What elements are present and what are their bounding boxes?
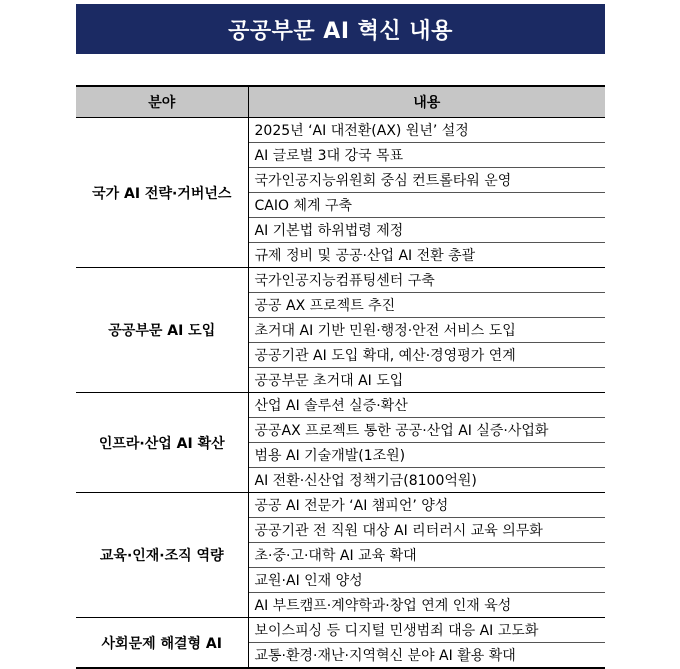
table-body <box>76 118 605 669</box>
field-cell: 사회문제 해결형 AI <box>76 618 248 669</box>
content-cell: 국가인공지능위원회 중심 컨트롤타워 운영 <box>248 168 605 193</box>
content-cell: 공공AX 프로젝트 통한 공공·산업 AI 실증·사업화 <box>248 418 605 443</box>
content-table <box>76 85 605 669</box>
column-header-field: 분야 <box>76 86 248 118</box>
table-row <box>76 618 605 643</box>
content-cell: 교통·환경·재난·지역혁신 분야 AI 활용 확대 <box>248 643 605 669</box>
table-row <box>76 118 605 143</box>
content-cell: 보이스피싱 등 디지털 민생범죄 대응 AI 고도화 <box>248 618 605 643</box>
content-cell: 교원·AI 인재 양성 <box>248 568 605 593</box>
field-cell: 인프라·산업 AI 확산 <box>76 393 248 493</box>
content-cell: AI 부트캠프·계약학과·창업 연계 인재 육성 <box>248 593 605 618</box>
content-cell: 공공기관 AI 도입 확대, 예산·경영평가 연계 <box>248 343 605 368</box>
content-cell: 규제 정비 및 공공·산업 AI 전환 총괄 <box>248 243 605 268</box>
content-cell: 공공 AX 프로젝트 추진 <box>248 293 605 318</box>
content-cell: 국가인공지능컴퓨팅센터 구축 <box>248 268 605 293</box>
content-cell: AI 기본법 하위법령 제정 <box>248 218 605 243</box>
table-row <box>76 393 605 418</box>
content-cell: AI 글로벌 3대 강국 목표 <box>248 143 605 168</box>
field-cell: 공공부문 AI 도입 <box>76 268 248 393</box>
page-title: 공공부문 AI 혁신 내용 <box>76 4 605 54</box>
content-cell: 산업 AI 솔루션 실증·확산 <box>248 393 605 418</box>
content-cell: AI 전환·신산업 정책기금(8100억원) <box>248 468 605 493</box>
content-cell: 범용 AI 기술개발(1조원) <box>248 443 605 468</box>
table-row <box>76 268 605 293</box>
content-cell: 2025년 ‘AI 대전환(AX) 원년’ 설정 <box>248 118 605 143</box>
content-cell: 초·중·고·대학 AI 교육 확대 <box>248 543 605 568</box>
content-cell: 공공부문 초거대 AI 도입 <box>248 368 605 393</box>
column-header-content: 내용 <box>248 86 605 118</box>
field-cell: 교육·인재·조직 역량 <box>76 493 248 618</box>
content-cell: 초거대 AI 기반 민원·행정·안전 서비스 도입 <box>248 318 605 343</box>
table-row <box>76 493 605 518</box>
content-cell: 공공기관 전 직원 대상 AI 리터러시 교육 의무화 <box>248 518 605 543</box>
table-header-row <box>76 86 605 118</box>
field-cell: 국가 AI 전략·거버넌스 <box>76 118 248 268</box>
content-cell: CAIO 체계 구축 <box>248 193 605 218</box>
content-cell: 공공 AI 전문가 ‘AI 챔피언’ 양성 <box>248 493 605 518</box>
